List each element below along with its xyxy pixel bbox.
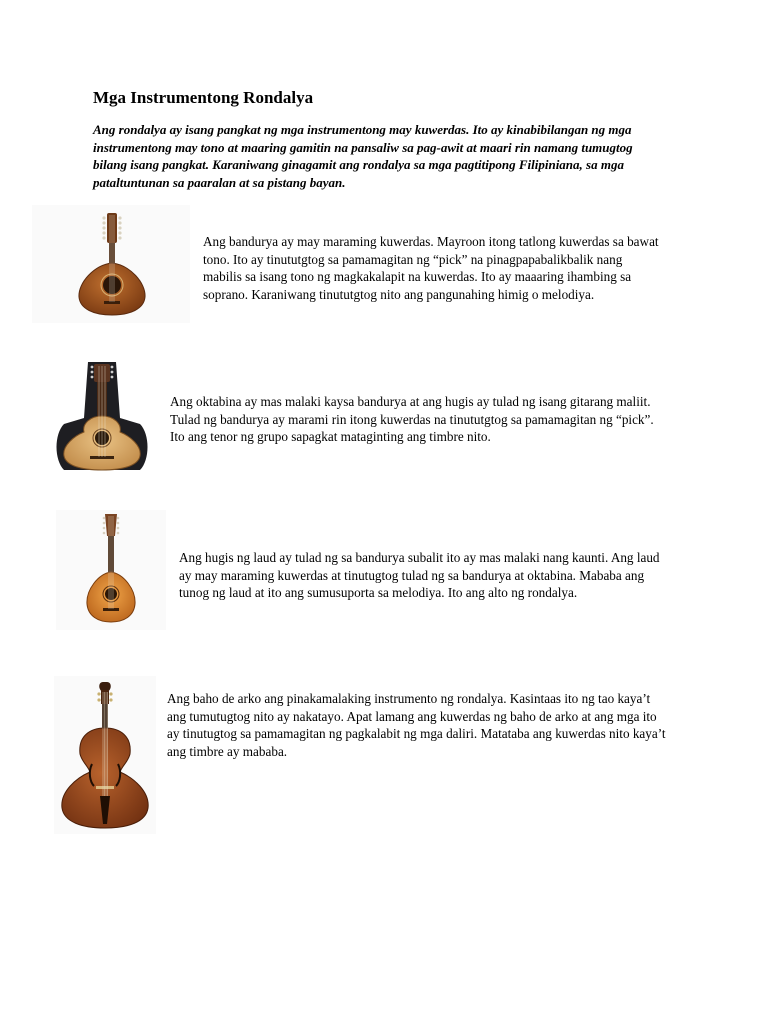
bandurya-image <box>32 205 190 323</box>
baho-de-arko-image <box>54 676 156 834</box>
page-title: Mga Instrumentong Rondalya <box>93 88 314 107</box>
bandurya-description: Ang bandurya ay may maraming kuwerdas. Mayroon itong tatlong kuwerdas sa bawat tono. Ito ay tinututgtog sa pamamagitan ng “pick” na pinagpapabalikbalik nang mabilis sa isang tono ng magkakalapit na kuwerdas. Ito ay maaaring ihambing sa soprano. Karaniwang tinututgtog nito ang pangunahing himig o melodiya. <box>203 234 659 302</box>
bandurya-icon <box>32 205 190 323</box>
oktabina-icon <box>52 358 152 474</box>
oktabina-image <box>52 358 152 474</box>
laud-image <box>56 510 166 630</box>
intro-paragraph: Ang rondalya ay isang pangkat ng mga instrumentong may kuwerdas. Ito ay kinabibilangan ng mga instrumentong may tono at maaring gamitin na pansaliw sa pag-awit at maari rin namang tumugtog bilang isang pangkat. Karaniwang ginagamit ang rondalya sa mga pagtitipong Filipiniana, sa mga pataltuntunan sa paaralan at sa pistang bayan. <box>93 122 633 190</box>
baho-de-arko-description: Ang baho de arko ang pinakamalaking instrumento ng rondalya. Kasintaas ito ng tao kaya’t ang tumutugtog nito ay nakatayo. Apat lamang ang kuwerdas ng baho de arko at ang mga ito ay tinutugtog sa pamamagitan ng pagkalabit ng mga daliri. Matataba ang kuwerdas nito kaya’t ang timbre ay mababa. <box>167 691 666 759</box>
laud-description: Ang hugis ng laud ay tulad ng sa bandurya subalit ito ay mas malaki nang kaunti. Ang laud ay may maraming kuwerdas at tinutugtog tulad ng sa bandurya at oktabina. Mababa ang tunog ng laud at ito ang sumusuporta sa melodiya. Ito ang alto ng rondalya. <box>179 550 660 601</box>
baho-de-arko-icon <box>54 676 156 834</box>
oktabina-description: Ang oktabina ay mas malaki kaysa bandurya at ang hugis ay tulad ng isang gitarang maliit. Tulad ng bandurya ay marami rin itong kuwerdas na tinututgtog sa pamamagitan ng “pick”. Ito ang tenor ng grupo sapagkat mataginting ang timbre nito. <box>170 394 654 445</box>
laud-icon <box>56 510 166 630</box>
